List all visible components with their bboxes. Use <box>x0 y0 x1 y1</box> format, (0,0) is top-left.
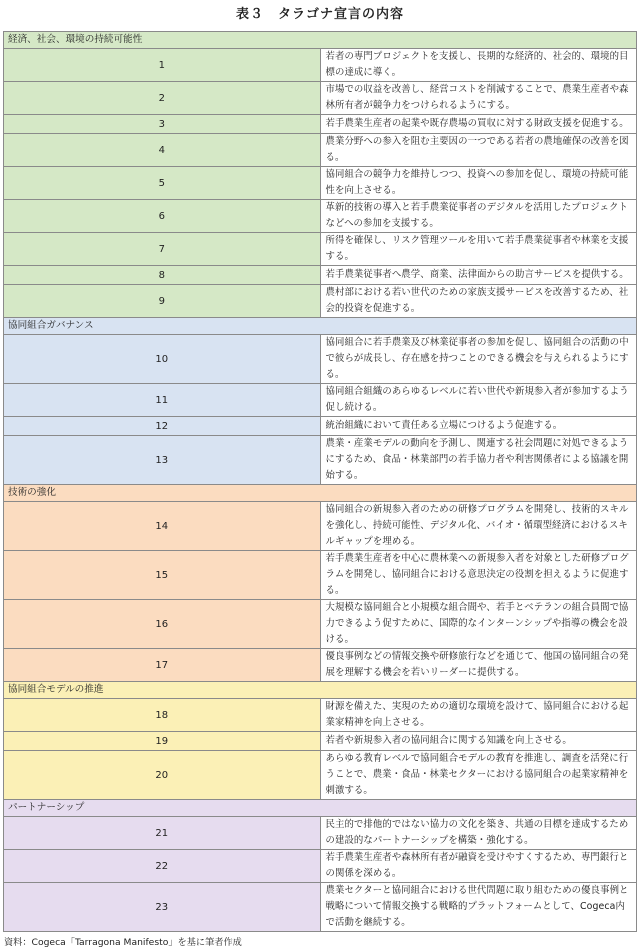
item-text: 革新的技術の導入と若手農業従事者のデジタルを活用したプロジェクトなどへの参加を支援する。 <box>320 200 637 233</box>
item-text: 協同組合の競争力を維持しつつ、投資への参加を促し、環境の持続可能性を向上させる。 <box>320 167 637 200</box>
item-number: 8 <box>4 266 321 285</box>
table-row <box>4 167 637 200</box>
item-number: 18 <box>4 699 321 732</box>
section-heading: 経済、社会、環境の持続可能性 <box>4 32 637 49</box>
section-heading: 協同組合モデルの推進 <box>4 682 637 699</box>
item-number: 21 <box>4 817 321 850</box>
item-number: 9 <box>4 285 321 318</box>
section-heading: 技術の強化 <box>4 485 637 502</box>
item-number: 19 <box>4 732 321 751</box>
manifesto-table <box>3 31 637 932</box>
item-text: 財源を備えた、実現のための適切な環境を設けて、協同組合における起業家精神を向上させる。 <box>320 699 637 732</box>
item-text: 若者や新規参入者の協同組合に関する知識を向上させる。 <box>320 732 637 751</box>
item-text: 優良事例などの情報交換や研修旅行などを通じて、他国の協同組合の発展を理解する機会を若いリーダーに提供する。 <box>320 649 637 682</box>
item-number: 5 <box>4 167 321 200</box>
section-heading-row <box>4 32 637 49</box>
item-number: 1 <box>4 49 321 82</box>
source-note: 資料：Cogeca「Tarragona Manifesto」を基に筆者作成 <box>4 937 242 948</box>
item-text: 農村部における若い世代のための家族支援サービスを改善するため、社会的投資を促進する。 <box>320 285 637 318</box>
section-heading-row <box>4 800 637 817</box>
table-row <box>4 417 637 436</box>
item-text: 農業分野への参入を阻む主要因の一つである若者の農地確保の改善を図る。 <box>320 134 637 167</box>
table-row <box>4 732 637 751</box>
item-number: 11 <box>4 384 321 417</box>
item-number: 2 <box>4 82 321 115</box>
table-row <box>4 266 637 285</box>
table-row <box>4 883 637 932</box>
table-title: 表３ タラゴナ宣言の内容 <box>235 7 404 22</box>
table-row <box>4 82 637 115</box>
item-text: 所得を確保し、リスク管理ツールを用いて若手農業従事者や林業を支援する。 <box>320 233 637 266</box>
table-row <box>4 600 637 649</box>
item-text: 若手農業生産者の起業や既存農場の買収に対する財政支援を促進する。 <box>320 115 637 134</box>
table-row <box>4 699 637 732</box>
item-number: 16 <box>4 600 321 649</box>
table-row <box>4 335 637 384</box>
table-row <box>4 817 637 850</box>
section-heading-row <box>4 682 637 699</box>
table-row <box>4 115 637 134</box>
item-number: 22 <box>4 850 321 883</box>
item-text: 農業・産業モデルの動向を予測し、関連する社会問題に対処できるようにするため、食品・林業部門の若手協力者や利害関係者による協議を開始する。 <box>320 436 637 485</box>
item-number: 17 <box>4 649 321 682</box>
item-text: 若手農業生産者や森林所有者が融資を受けやすくするため、専門銀行との関係を深める。 <box>320 850 637 883</box>
item-text: 大規模な協同組合と小規模な組合間や、若手とベテランの組合員間で協力できるよう促すために、国際的なインターンシップや指導の機会を設ける。 <box>320 600 637 649</box>
item-number: 3 <box>4 115 321 134</box>
section-heading: パートナーシップ <box>4 800 637 817</box>
table-row <box>4 134 637 167</box>
table-row <box>4 551 637 600</box>
table-row <box>4 49 637 82</box>
section-heading-row <box>4 485 637 502</box>
item-text: 農業セクターと協同組合における世代問題に取り組むための優良事例と戦略について情報交換する戦略的プラットフォームとして、Cogeca内で活動を継続する。 <box>320 883 637 932</box>
table-body <box>4 32 637 932</box>
item-text: 若者の専門プロジェクトを支援し、長期的な経済的、社会的、環境的目標の達成に導く。 <box>320 49 637 82</box>
item-number: 4 <box>4 134 321 167</box>
item-text: 若手農業従事者へ農学、商業、法律面からの助言サービスを提供する。 <box>320 266 637 285</box>
item-text: 協同組合に若手農業及び林業従事者の参加を促し、協同組合の活動の中で彼らが成長し、存在感を持つことのできる機会を与えられるようにする。 <box>320 335 637 384</box>
item-text: あらゆる教育レベルで協同組合モデルの教育を推進し、調査を活発に行うことで、農業・食品・林業セクターにおける協同組合の起業家精神を刺激する。 <box>320 751 637 800</box>
item-number: 7 <box>4 233 321 266</box>
table-row <box>4 850 637 883</box>
item-number: 10 <box>4 335 321 384</box>
table-row <box>4 502 637 551</box>
item-number: 23 <box>4 883 321 932</box>
item-number: 15 <box>4 551 321 600</box>
item-text: 民主的で排他的ではない協力の文化を築き、共通の目標を達成するための建設的なパートナーシップを構築・強化する。 <box>320 817 637 850</box>
table-row <box>4 200 637 233</box>
table-row <box>4 233 637 266</box>
table-row <box>4 384 637 417</box>
item-number: 14 <box>4 502 321 551</box>
section-heading: 協同組合ガバナンス <box>4 318 637 335</box>
item-number: 12 <box>4 417 321 436</box>
item-text: 協同組合組織のあらゆるレベルに若い世代や新規参入者が参加するよう促し続ける。 <box>320 384 637 417</box>
item-text: 若手農業生産者を中心に農林業への新規参入者を対象とした研修プログラムを開発し、協同組合における意思決定の役割を担えるように促進する。 <box>320 551 637 600</box>
table-row <box>4 751 637 800</box>
section-heading-row <box>4 318 637 335</box>
item-number: 6 <box>4 200 321 233</box>
item-number: 13 <box>4 436 321 485</box>
item-text: 協同組合の新規参入者のための研修プログラムを開発し、技術的スキルを強化し、持続可能性、デジタル化、バイオ・循環型経済におけるスキルギャップを埋める。 <box>320 502 637 551</box>
item-number: 20 <box>4 751 321 800</box>
item-text: 統治組織において責任ある立場につけるよう促進する。 <box>320 417 637 436</box>
table-row <box>4 436 637 485</box>
item-text: 市場での収益を改善し、経営コストを削減することで、農業生産者や森林所有者が競争力をつけられるようにする。 <box>320 82 637 115</box>
table-row <box>4 649 637 682</box>
table-row <box>4 285 637 318</box>
